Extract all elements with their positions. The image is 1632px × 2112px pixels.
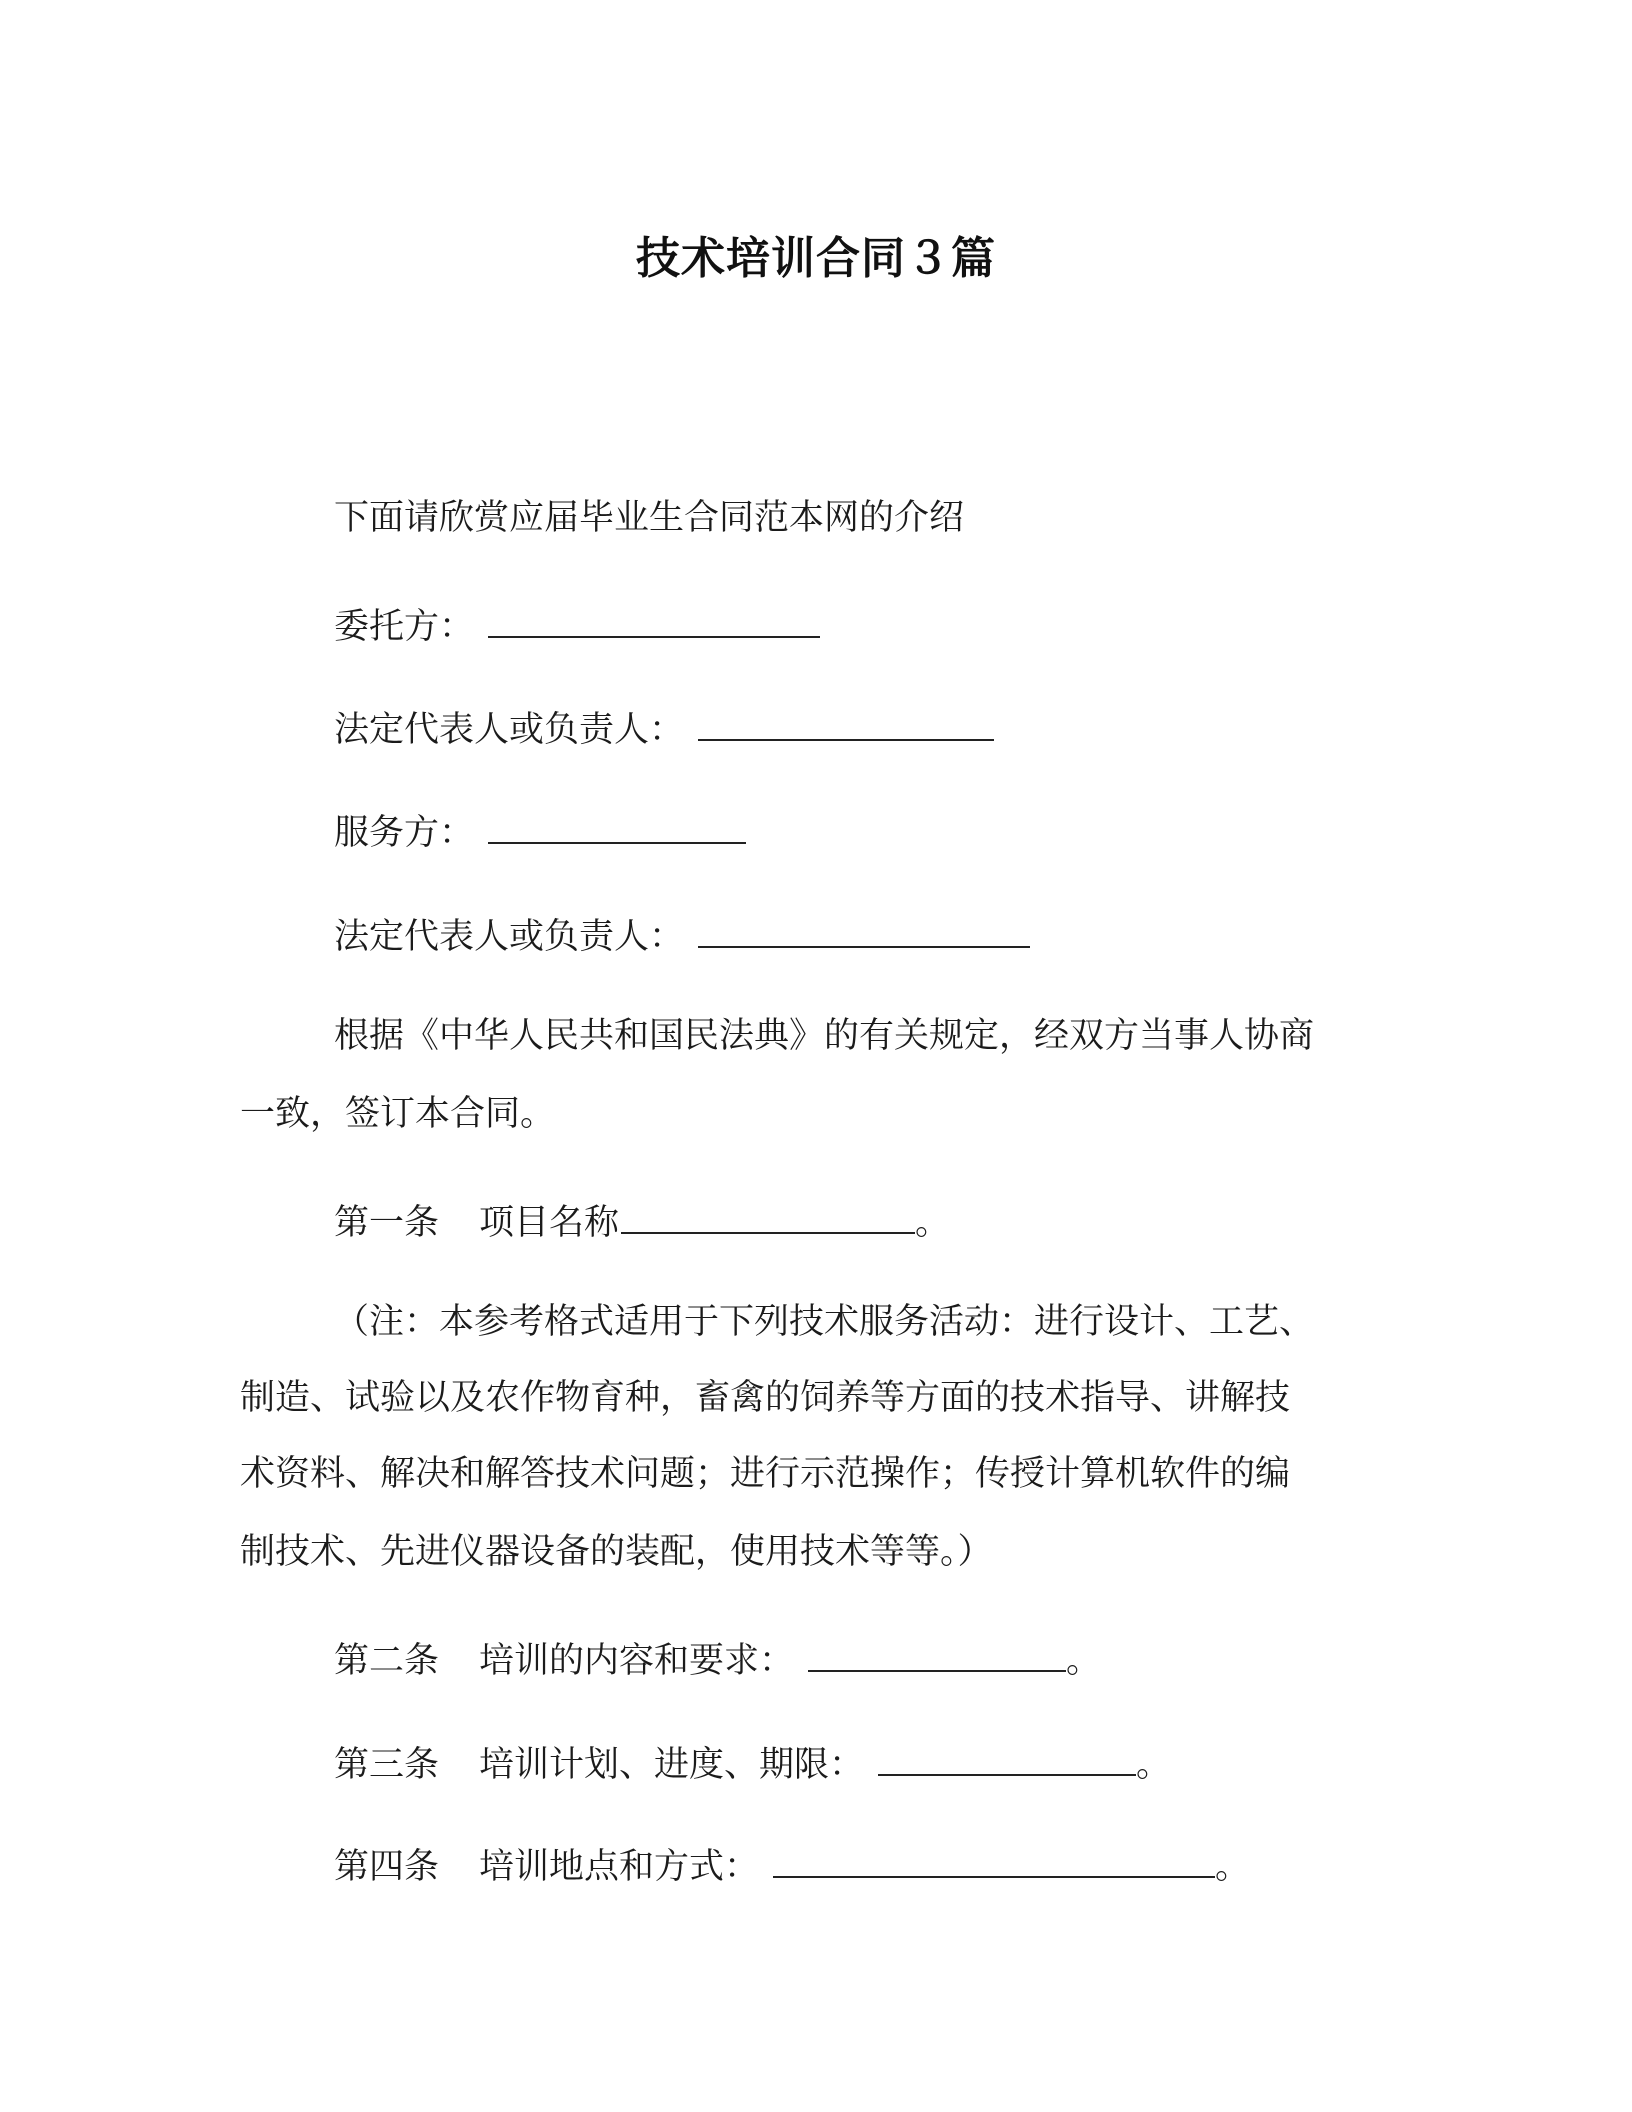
article-4-blank bbox=[773, 1840, 1215, 1878]
article-2-label: 培训的内容和要求： bbox=[479, 1641, 795, 1681]
article-2-number: 第二条 bbox=[334, 1641, 440, 1681]
article-4-label: 培训地点和方式： bbox=[479, 1847, 760, 1887]
article-4-number: 第四条 bbox=[334, 1847, 440, 1887]
article-1-label: 项目名称 bbox=[479, 1203, 620, 1243]
client-party-blank bbox=[488, 600, 820, 638]
service-party-line bbox=[334, 806, 746, 855]
service-representative-line bbox=[334, 910, 1030, 959]
client-representative-label: 法定代表人或负责人： bbox=[334, 710, 685, 750]
article-3-blank bbox=[878, 1738, 1136, 1776]
note-line-3: 术资料、解决和解答技术问题；进行示范操作；传授计算机软件的编 bbox=[240, 1454, 1291, 1494]
article-3-label: 培训计划、进度、期限： bbox=[479, 1745, 865, 1785]
article-1-number: 第一条 bbox=[334, 1203, 440, 1243]
article-3: 第三条 培训计划、进度、期限： 。 bbox=[334, 1738, 1171, 1787]
article-1: 第一条 项目名称 。 bbox=[334, 1196, 950, 1245]
client-party-label: 委托方： bbox=[334, 607, 475, 647]
article-3-number: 第三条 bbox=[334, 1745, 440, 1785]
note-line-2: 制造、试验以及农作物育种，畜禽的饲养等方面的技术指导、讲解技 bbox=[240, 1378, 1291, 1418]
service-representative-label: 法定代表人或负责人： bbox=[334, 917, 685, 957]
client-representative-line bbox=[334, 703, 994, 752]
article-2: 第二条 培训的内容和要求： 。 bbox=[334, 1634, 1101, 1683]
note-line-1: （注：本参考格式适用于下列技术服务活动：进行设计、工艺、 bbox=[334, 1302, 1315, 1342]
article-4: 第四条 培训地点和方式： 。 bbox=[334, 1840, 1250, 1889]
client-party-line bbox=[334, 600, 820, 649]
document-title: 技术培训合同３篇 bbox=[636, 233, 996, 284]
note-line-4: 制技术、先进仪器设备的装配，使用技术等等。） bbox=[240, 1532, 993, 1572]
preamble-line-2: 一致，签订本合同。 bbox=[240, 1094, 556, 1134]
article-2-blank bbox=[808, 1634, 1066, 1672]
client-representative-blank bbox=[698, 703, 994, 741]
intro-text: 下面请欣赏应届毕业生合同范本网的介绍 bbox=[334, 498, 965, 538]
service-party-blank bbox=[488, 806, 746, 844]
service-representative-blank bbox=[698, 910, 1030, 948]
service-party-label: 服务方： bbox=[334, 813, 475, 853]
article-1-blank bbox=[621, 1196, 915, 1234]
preamble-line-1: 根据《中华人民共和国民法典》的有关规定，经双方当事人协商 bbox=[334, 1016, 1315, 1056]
